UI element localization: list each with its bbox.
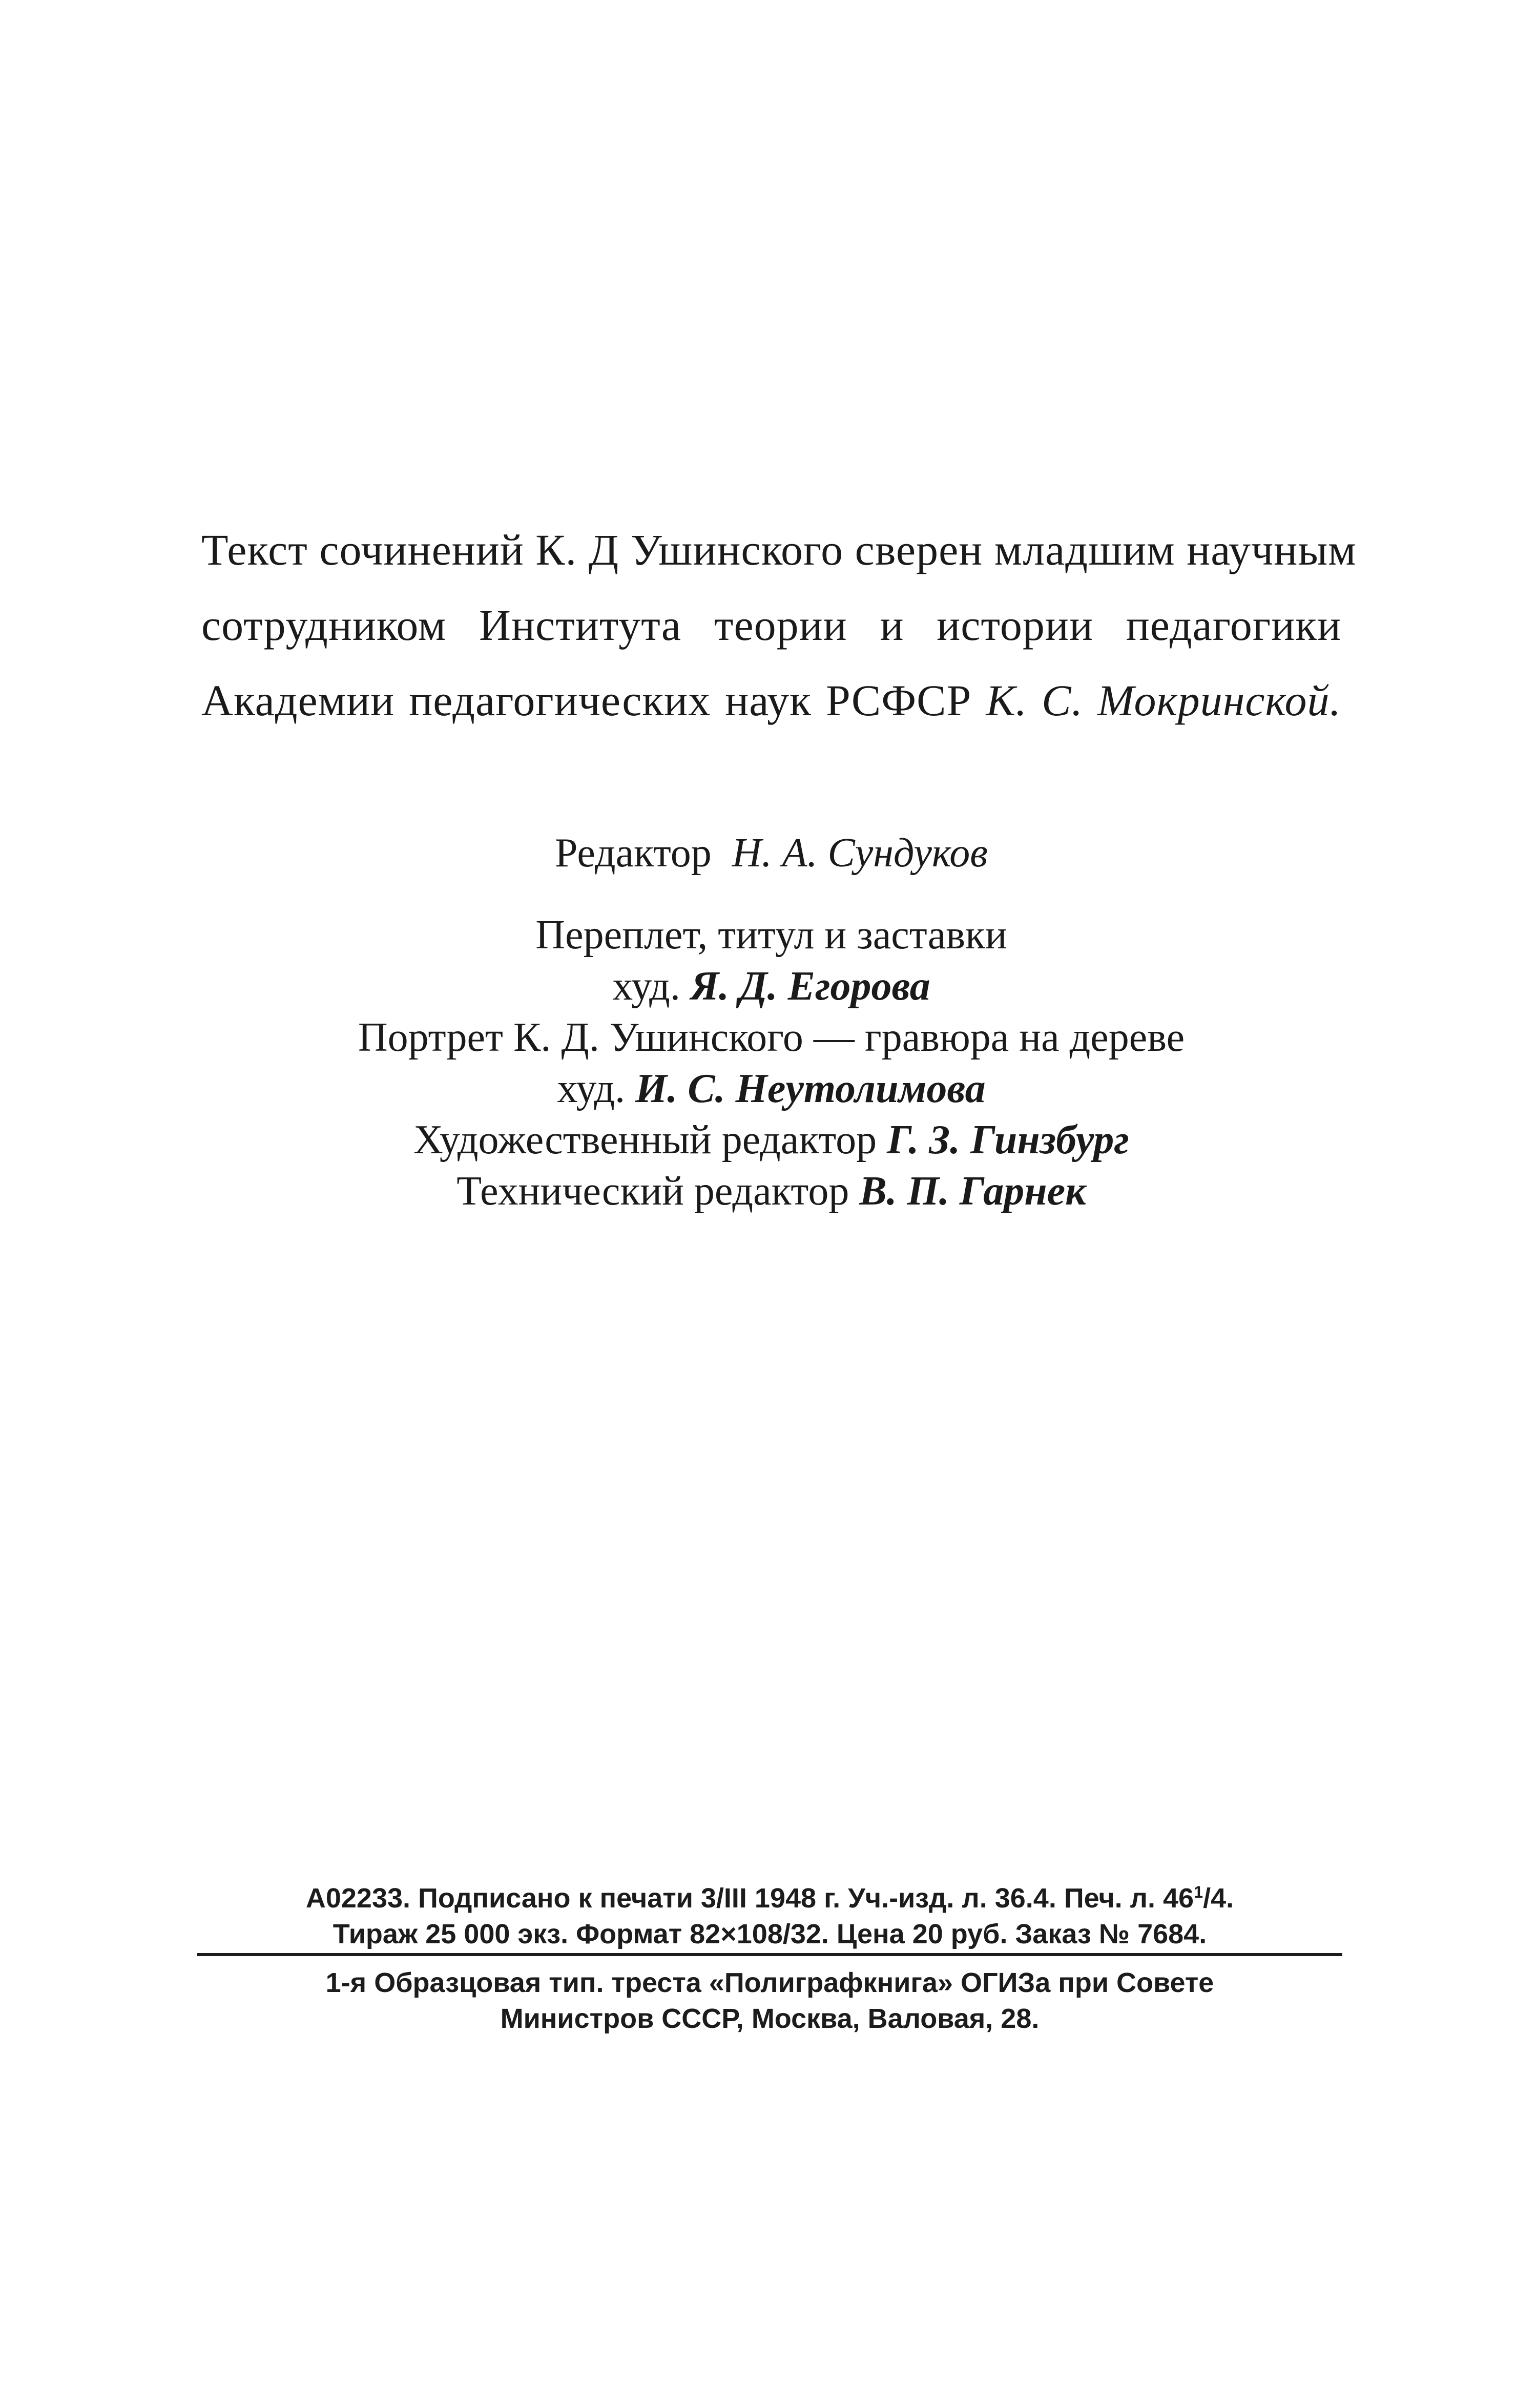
editor-label: Редактор: [554, 831, 712, 876]
imprint-line-1-sup: 1: [1194, 1883, 1203, 1901]
binding-artist-line: [201, 961, 1341, 1012]
editor-name: Н. А. Сундуков: [732, 831, 988, 876]
verifier-name: К. С. Мокринской.: [986, 676, 1342, 725]
imprint-line-1-tail: /4.: [1203, 1883, 1234, 1914]
binding-label: Переплет, титул и заставки: [535, 912, 1007, 958]
imprint-line-2: Тираж 25 000 экз. Формат 82×108/32. Цена 20 руб. Заказ № 7684.: [333, 1919, 1207, 1949]
imprint-line-1-main: А02233. Подписано к печати 3/III 1948 г. Уч.-изд. л. 36.4. Печ. л. 46: [305, 1883, 1194, 1914]
verification-line-3: [201, 663, 1341, 738]
verification-line-3-text: Академии педагогических наук РСФСР: [201, 676, 972, 725]
portrait-artist-line: [201, 1063, 1341, 1114]
portrait-artist-name: И. С. Неутолимова: [635, 1066, 986, 1111]
verification-line-2: сотрудником Института теории и истории педагогики: [201, 600, 1341, 650]
verification-line-1: Текст сочинений К. Д Ушинского сверен младшим научным: [201, 525, 1357, 574]
publication-imprint: [197, 1880, 1342, 1952]
portrait-artist-prefix: худ.: [557, 1066, 626, 1111]
imprint-line-1: [197, 1880, 1342, 1916]
portrait-label: Портрет К. Д. Ушинского — гравюра на дереве: [358, 1015, 1185, 1060]
tech-editor-line: [201, 1166, 1341, 1217]
tech-editor-label: Технический редактор: [456, 1169, 849, 1214]
art-editor-label: Художественный редактор: [413, 1117, 877, 1163]
printer-line-2: Министров СССР, Москва, Валовая, 28.: [500, 2003, 1040, 2034]
verification-note: [201, 512, 1357, 738]
printer-line-1: 1-я Образцовая тип. треста «Полиграфкнига» ОГИЗа при Совете: [325, 1967, 1214, 1998]
binding-artist-prefix: худ.: [612, 964, 680, 1009]
artist-credits: [201, 909, 1341, 1217]
printer-imprint: [197, 1965, 1342, 2037]
tech-editor-name: В. П. Гарнек: [859, 1169, 1086, 1214]
art-editor-line: [201, 1114, 1341, 1166]
binding-artist-name: Я. Д. Егорова: [690, 964, 930, 1009]
imprint-divider: [197, 1953, 1342, 1956]
editor-credit: [201, 827, 1341, 879]
art-editor-name: Г. З. Гинзбург: [887, 1117, 1129, 1163]
